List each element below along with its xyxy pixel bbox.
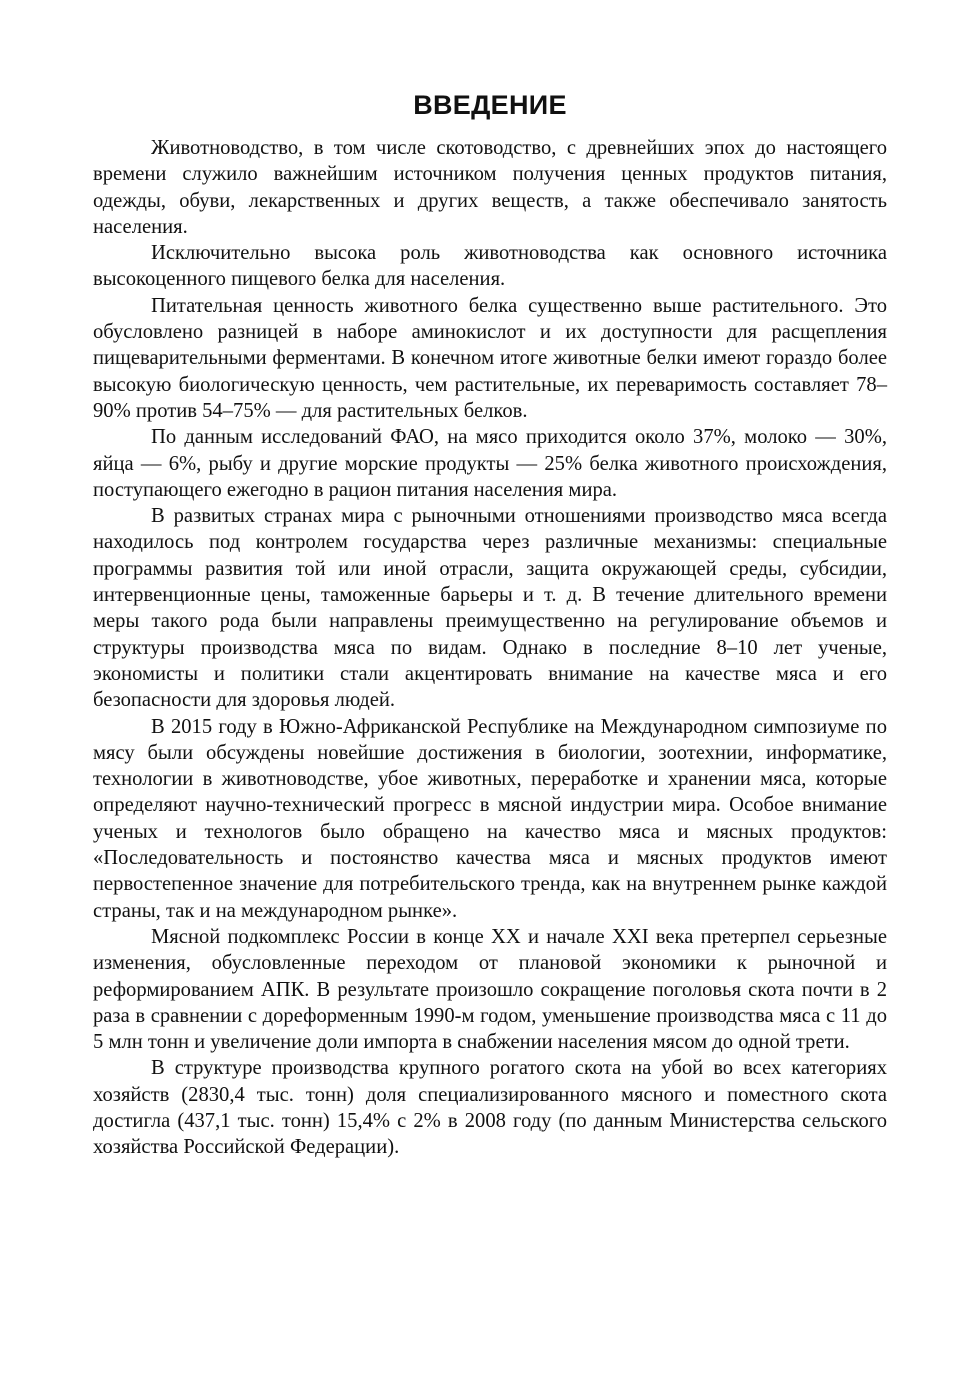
paragraph: В структуре производства крупного рогатого скота на убой во всех категориях хозяйств (2830,4 тыс. тонн) доля специализированного мясного и поместного скота достигла (437,1 тыс. тонн) 15,4% с 2% в 2008 году (по данным Министерства сельского хозяйства Российской Федерации). (93, 1057, 887, 1159)
paragraph: Питательная ценность животного белка существенно выше растительного. Это обусловлено разницей в наборе аминокислот и их доступности для расщепления пищеварительными ферментами. В конечном итоге животные белки имеют гораздо более высокую биологическую ценность, чем растительные, их переваримость составляет 78–90% против 54–75% — для растительных белков. (93, 294, 887, 422)
paragraph: Исключительно высока роль животноводства как основного источника высокоценного пищевого белка для населения. (93, 242, 887, 291)
paragraph: В развитых странах мира с рыночными отношениями производство мяса всегда находилось под контролем государства через различные механизмы: специальные программы развития той или иной отрасли, защита окружающей среды, субсидии, интервенционные цены, таможенные барьеры и т. д. В течение длительного времени меры такого рода были направлены преимущественно на регулирование объемов и структуры производства мяса по видам. Однако в последние 8–10 лет ученые, экономисты и политики стали акцентировать внимание на качестве мяса и его безопасности для здоровья людей. (93, 505, 887, 712)
paragraph: По данным исследований ФАО, на мясо приходится около 37%, молоко — 30%, яйца — 6%, рыбу и другие морские продукты — 25% белка животного происхождения, поступающего ежегодно в рацион питания населения мира. (93, 426, 887, 501)
page-title: ВВЕДЕНИЕ (413, 90, 567, 120)
document-body (93, 135, 887, 1161)
paragraph: Животноводство, в том числе скотоводство, с древнейших эпох до настоящего времени служило важнейшим источником получения ценных продуктов питания, одежды, обуви, лекарственных и других веществ, а также обеспечивало занятость населения. (93, 137, 887, 238)
paragraph: Мясной подкомплекс России в конце XX и начале XXI века претерпел серьезные изменения, обусловленные переходом от плановой экономики к рыночной и реформированием АПК. В результате произошло сокращение поголовья скота почти в 2 раза в сравнении с дореформенным 1990-м годом, уменьшение производства мяса с 11 до 5 млн тонн и увеличение доли импорта в снабжении населения мясом до одной трети. (93, 925, 887, 1054)
paragraph: В 2015 году в Южно-Африканской Республике на Международном симпозиуме по мясу были обсуждены новейшие достижения в биологии, зоотехнии, информатике, технологии в животноводстве, убое животных, переработке и хранении мяса, которые определяют научно-технический прогресс в мясной индустрии мира. Особое внимание ученых и технологов было обращено на качество мяса и мясных продуктов: «Последовательность и постоянство качества мяса и мясных продуктов имеют первостепенное значение для потребительского тренда, как на внутреннем рынке каждой страны, так и на международном рынке». (93, 715, 887, 922)
document-page (93, 90, 887, 1161)
